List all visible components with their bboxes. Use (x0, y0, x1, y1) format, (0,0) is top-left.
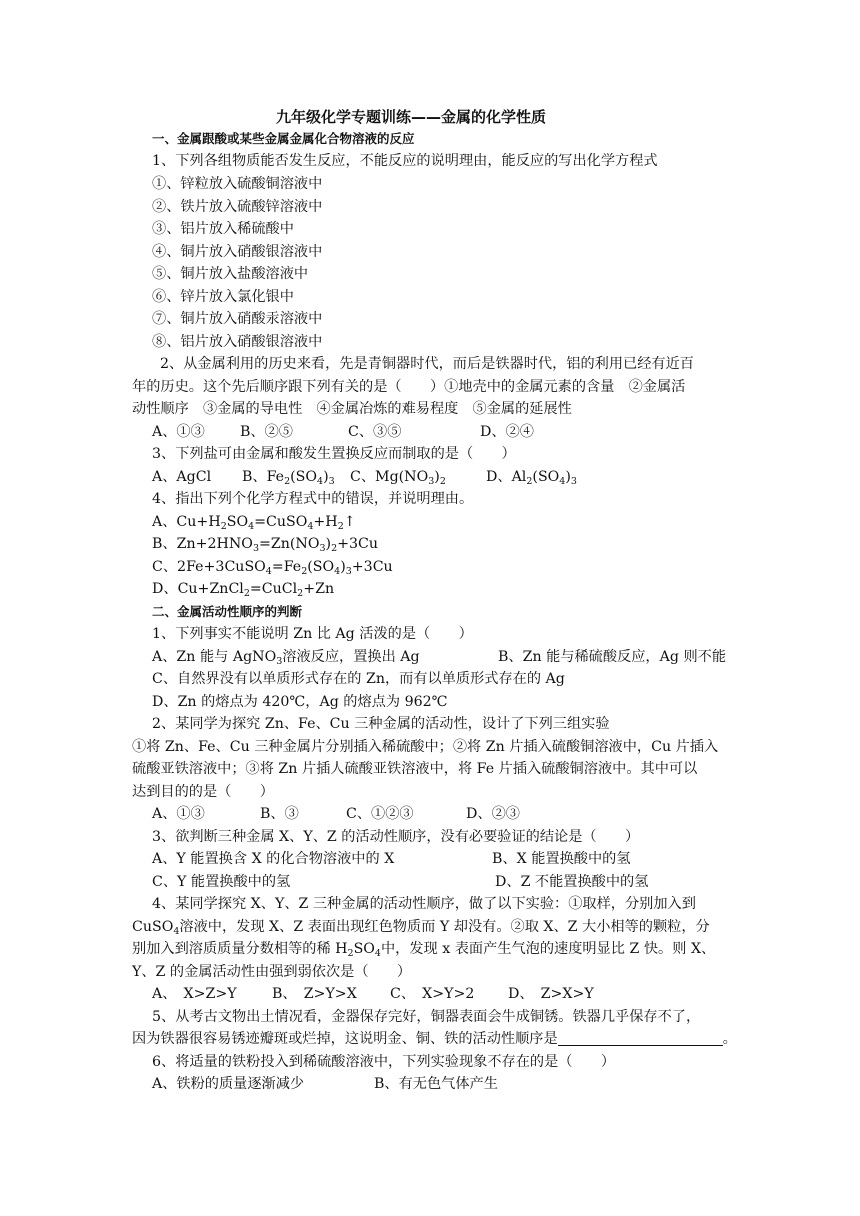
s1-q1-item: ③、铝片放入稀硫酸中 (152, 221, 294, 237)
s1-q4-equation-c (152, 556, 393, 578)
s1-q2-line: 动性顺序 ③金属的导电性 ④金属冶炼的难易程度 ⑤金属的延展性 (132, 401, 572, 417)
subscript: 3 (345, 566, 352, 577)
s1-q1-item: ⑥、锌片放入氯化银中 (152, 289, 294, 305)
subscript: 2 (301, 566, 308, 577)
subscript: 3 (276, 656, 283, 667)
formula-text: +3Cu (337, 536, 379, 552)
s1-q1-item: ②、铁片放入硫酸锌溶液中 (152, 199, 323, 215)
s1-q4-equation-a (152, 511, 356, 533)
s1-q1-stem: 1、下列各组物质能否发生反应，不能反应的说明理由，能反应的写出化学方程式 (152, 153, 658, 169)
question-text: 溶液中，发现 X、Z 表面出现红色物质而 Y 却没有。②取 X、Z 大小相等的颗粒，分 (179, 919, 710, 935)
s1-q1-item: ④、铜片放入硝酸银溶液中 (152, 244, 323, 260)
option-text: A、Zn 能与 AgNO (152, 649, 277, 665)
s1-q3-option-d (486, 466, 577, 488)
s1-q1-item: ①、锌粒放入硫酸铜溶液中 (152, 176, 323, 192)
s2-q4-line (132, 916, 710, 938)
formula-text: +Zn (303, 581, 335, 597)
subscript: 2 (337, 521, 344, 532)
formula-text: +H (313, 514, 338, 530)
subscript: 3 (428, 476, 435, 487)
formula-text: =CuSO (254, 514, 308, 530)
subscript: 2 (284, 476, 291, 487)
question-text: 别加入到溶质质量分数相等的稀 H (132, 941, 348, 957)
formula-text: =Fe (271, 559, 302, 575)
s2-q1-option-d: D、Zn 的熔点为 420℃，Ag 的熔点为 962℃ (152, 694, 448, 710)
subscript: 3 (570, 476, 577, 487)
s2-q2-stem: 2、某同学为探究 Zn、Fe、Cu 三种金属的活动性，设计了下列三组实验 (152, 716, 610, 732)
subscript: 2 (331, 543, 338, 554)
s1-q2-option: B、②⑤ (240, 424, 293, 440)
s2-q4-option: A、 X>Z>Y (152, 986, 237, 1002)
s2-q4-line (132, 938, 715, 960)
question-text: SO (353, 941, 375, 957)
s2-q3-option-a: A、Y 能置换含 X 的化合物溶液中的 X (152, 851, 395, 867)
s2-q2-option: A、①③ (152, 806, 205, 822)
subscript: 4 (374, 948, 381, 959)
s1-q3-option-c (350, 466, 446, 488)
s2-q2-option: D、②③ (466, 806, 520, 822)
question-text: CuSO (132, 919, 174, 935)
formula-text: (SO (290, 469, 318, 485)
s2-q6-stem: 6、将适量的铁粉投入到稀硫酸溶液中，下列实验现象不存在的是（ ） (152, 1054, 616, 1070)
s2-q2-line: ①将 Zn、Fe、Cu 三种金属片分别插入稀硫酸中；②将 Zn 片插入硫酸铜溶液中，Cu 片插入 (132, 739, 719, 755)
s1-q4-equation-d (152, 578, 334, 600)
formula-text: ) (323, 469, 329, 485)
s1-q1-item: ⑤、铜片放入盐酸溶液中 (152, 266, 309, 282)
s2-q3-option-c: C、Y 能置换酸中的氢 (152, 874, 291, 890)
question-text: 因为铁器很容易锈迹瓣斑或烂掉，这说明金、铜、铁的活动性顺序是 (132, 1031, 558, 1047)
s1-q2-line: 年的历史。这个先后顺序跟下列有关的是（ ）①地壳中的金属元素的含量 ②金属活 (132, 379, 686, 395)
s1-q4-stem: 4、指出下列个化学方程式中的错误，并说明理由。 (152, 491, 474, 507)
formula-text: B、Zn+2HNO (152, 536, 253, 552)
formula-text: B、Fe (242, 469, 285, 485)
s2-q1-stem: 1、下列事实不能说明 Zn 比 Ag 活泼的是（ ） (152, 626, 473, 642)
subscript: 4 (265, 566, 272, 577)
s2-q6-option-b: B、有无色气体产生 (374, 1076, 498, 1092)
s2-q4-line: Y、Z 的金属活动性由强到弱依次是（ ） (132, 964, 412, 980)
s1-q3-option-a: A、AgCl (152, 469, 212, 485)
subscript: 4 (307, 521, 314, 532)
s1-q1-item: ⑦、铜片放入硝酸汞溶液中 (152, 311, 323, 327)
question-text: 。 (722, 1031, 737, 1047)
s1-q4-equation-b (152, 533, 378, 555)
subscript: 4 (334, 566, 341, 577)
subscript: 2 (297, 588, 304, 599)
subscript: 4 (173, 926, 180, 937)
formula-text: ) (325, 536, 332, 552)
s2-q1-option-c: C、自然界没有以单质形式存在的 Zn，而有以单质形式存在的 Ag (152, 671, 565, 687)
subscript: 2 (347, 948, 354, 959)
s1-q3-option-b (242, 466, 335, 488)
s1-q2-line: 2、从金属利用的历史来看，先是青铜器时代，而后是铁器时代，铝的利用已经有近百 (160, 356, 694, 372)
subscript: 2 (439, 476, 446, 487)
subscript: 3 (252, 543, 259, 554)
formula-text: ) (565, 469, 571, 485)
s2-q2-line: 硫酸亚铁溶液中；③将 Zn 片插人硫酸亚铁溶液中，将 Fe 片插入硫酸铜溶液中。其中可以 (132, 761, 698, 777)
s1-q2-option: A、①③ (152, 424, 205, 440)
section-1-heading: 一、金属跟酸或某些金属金属化合物溶液的反应 (152, 131, 415, 146)
formula-text: SO (226, 514, 249, 530)
subscript: 2 (526, 476, 533, 487)
subscript: 2 (220, 521, 227, 532)
s2-q4-option: B、 Z>Y>X (272, 986, 357, 1002)
formula-text: A、Cu+H (152, 514, 221, 530)
s2-q4-option: D、 Z>X>Y (508, 986, 594, 1002)
page-title: 九年级化学专题训练——金属的化学性质 (276, 108, 547, 126)
formula-text: ) (340, 559, 346, 575)
s2-q1-option-b: B、Zn 能与稀硫酸反应，Ag 则不能 (498, 649, 727, 665)
formula-text: ) (434, 469, 440, 485)
formula-text: +3Cu (351, 559, 393, 575)
s2-q2-line: 达到目的的是（ ） (132, 784, 274, 800)
s1-q2-option: C、③⑤ (348, 424, 402, 440)
s2-q3-stem: 3、欲判断三种金属 X、Y、Z 的活动性顺序，没有必要验证的结论是（ ） (152, 829, 640, 845)
s1-q2-option: D、②④ (480, 424, 534, 440)
subscript: 3 (319, 543, 326, 554)
formula-text: D、Al (486, 469, 527, 485)
s2-q3-option-d: D、Z 不能置换酸中的氢 (495, 874, 649, 890)
s2-q3-option-b: B、X 能置换酸中的氢 (492, 851, 631, 867)
s2-q2-option: C、①②③ (346, 806, 414, 822)
subscript: 4 (248, 521, 255, 532)
s1-q1-item: ⑧、铝片放入硝酸银溶液中 (152, 334, 323, 350)
subscript: 4 (317, 476, 324, 487)
option-text: 溶液反应，置换出 Ag (282, 649, 420, 665)
formula-text: C、Mg(NO (350, 469, 429, 485)
s2-q4-option: C、 X>Y>2 (390, 986, 475, 1002)
s2-q6-option-a: A、铁粉的质量逐渐减少 (152, 1076, 305, 1092)
subscript: 2 (243, 588, 250, 599)
answer-blank[interactable] (558, 1030, 723, 1046)
formula-text: C、2Fe+3CuSO (152, 559, 266, 575)
subscript: 4 (559, 476, 566, 487)
s2-q5-line: 5、从考古文物出土情况看，金器保存完好，铜器表面会牛成铜锈。铁器几乎保存不了， (152, 1009, 701, 1025)
s2-q1-option-a (152, 646, 420, 668)
s1-q3-stem: 3、下列盐可由金属和酸发生置换反应而制取的是（ ） (152, 446, 516, 462)
question-text: 中，发现 x 表面产生气泡的速度明显比 Z 快。则 X、 (380, 941, 716, 957)
s2-q2-option: B、③ (260, 806, 299, 822)
formula-text: =CuCl (249, 581, 298, 597)
gas-arrow-icon: ↑ (343, 514, 356, 530)
section-2-heading: 二、金属活动性顺序的判断 (152, 604, 303, 619)
formula-text: (SO (307, 559, 335, 575)
formula-text: D、Cu+ZnCl (152, 581, 244, 597)
s2-q5-line (132, 1028, 737, 1050)
formula-text: (SO (532, 469, 560, 485)
formula-text: =Zn(NO (259, 536, 320, 552)
s2-q4-line: 4、某同学探究 X、Y、Z 三种金属的活动性顺序，做了以下实验：①取样，分别加入到 (152, 896, 696, 912)
subscript: 3 (328, 476, 335, 487)
